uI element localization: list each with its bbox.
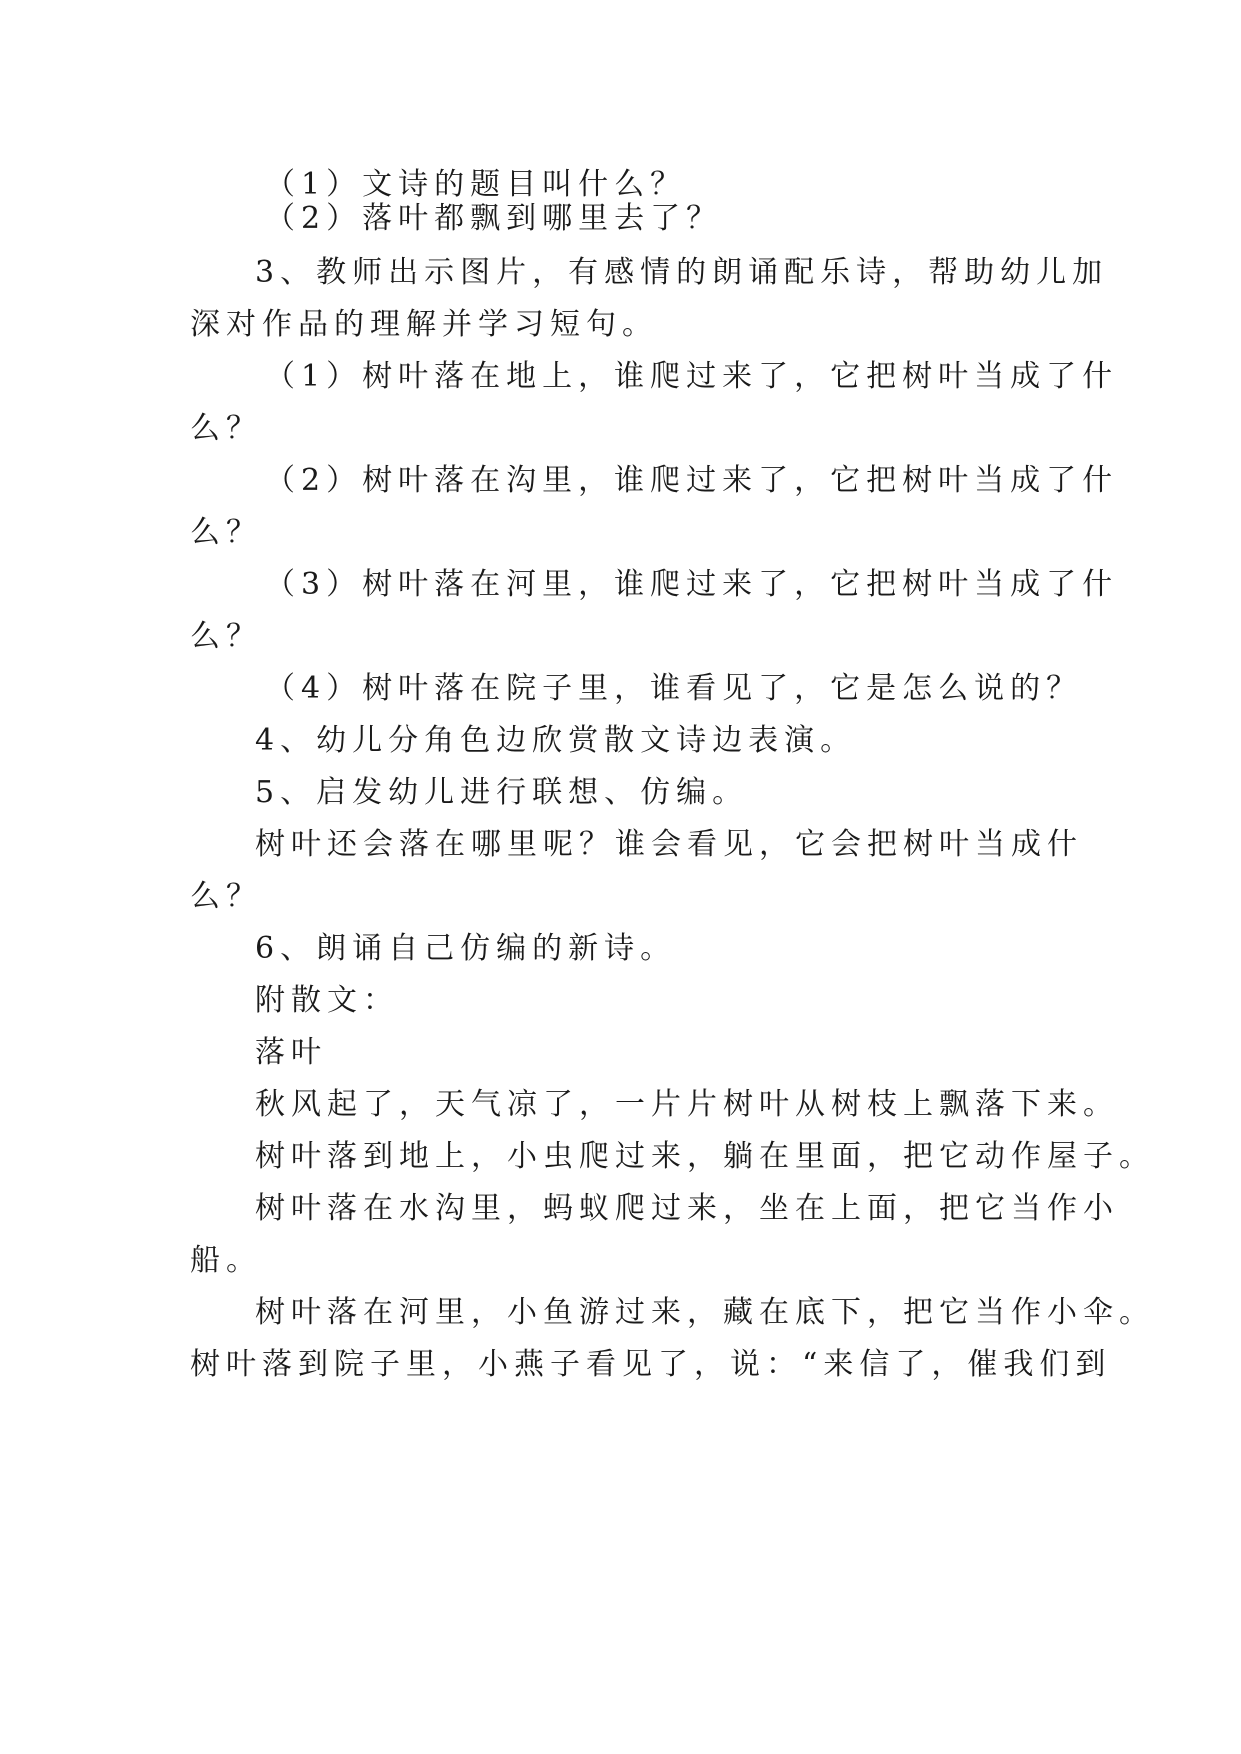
text-line-12: 4、幼儿分角色边欣赏散文诗边表演。 (255, 723, 857, 758)
text-line-11: （4）树叶落在院子里，谁看见了，它是怎么说的？ (265, 671, 1083, 706)
text-line-6: 么？ (190, 411, 262, 446)
text-line-22: 船。 (190, 1243, 262, 1278)
text-line-3: 3、教师出示图片，有感情的朗诵配乐诗，帮助幼儿加 (255, 255, 1109, 290)
text-line-19: 秋风起了，天气凉了，一片片树叶从树枝上飘落下来。 (255, 1087, 1119, 1122)
text-line-23: 树叶落在河里，小鱼游过来，藏在底下，把它当作小伞。 (255, 1295, 1155, 1330)
text-line-16: 6、朗诵自己仿编的新诗。 (255, 931, 677, 966)
text-line-9: （3）树叶落在河里，谁爬过来了，它把树叶当成了什 (265, 567, 1119, 602)
text-line-20: 树叶落到地上，小虫爬过来，躺在里面，把它动作屋子。 (255, 1139, 1155, 1174)
text-line-24: 树叶落到院子里，小燕子看见了，说：“来信了，催我们到 (190, 1347, 1112, 1382)
text-line-2: （2）落叶都飘到哪里去了？ (265, 201, 723, 236)
text-line-5: （1）树叶落在地上，谁爬过来了，它把树叶当成了什 (265, 359, 1119, 394)
text-line-4: 深对作品的理解并学习短句。 (190, 307, 658, 342)
text-line-21: 树叶落在水沟里，蚂蚁爬过来，坐在上面，把它当作小 (255, 1191, 1119, 1226)
text-line-17: 附散文： (255, 983, 399, 1018)
text-line-15: 么？ (190, 879, 262, 914)
text-line-1: （1）文诗的题目叫什么？ (265, 167, 687, 202)
text-line-8: 么？ (190, 515, 262, 550)
text-line-18: 落叶 (255, 1035, 327, 1070)
text-line-14: 树叶还会落在哪里呢？谁会看见，它会把树叶当成什 (255, 827, 1083, 862)
text-line-13: 5、启发幼儿进行联想、仿编。 (255, 775, 749, 810)
text-line-7: （2）树叶落在沟里，谁爬过来了，它把树叶当成了什 (265, 463, 1119, 498)
text-line-10: 么？ (190, 619, 262, 654)
